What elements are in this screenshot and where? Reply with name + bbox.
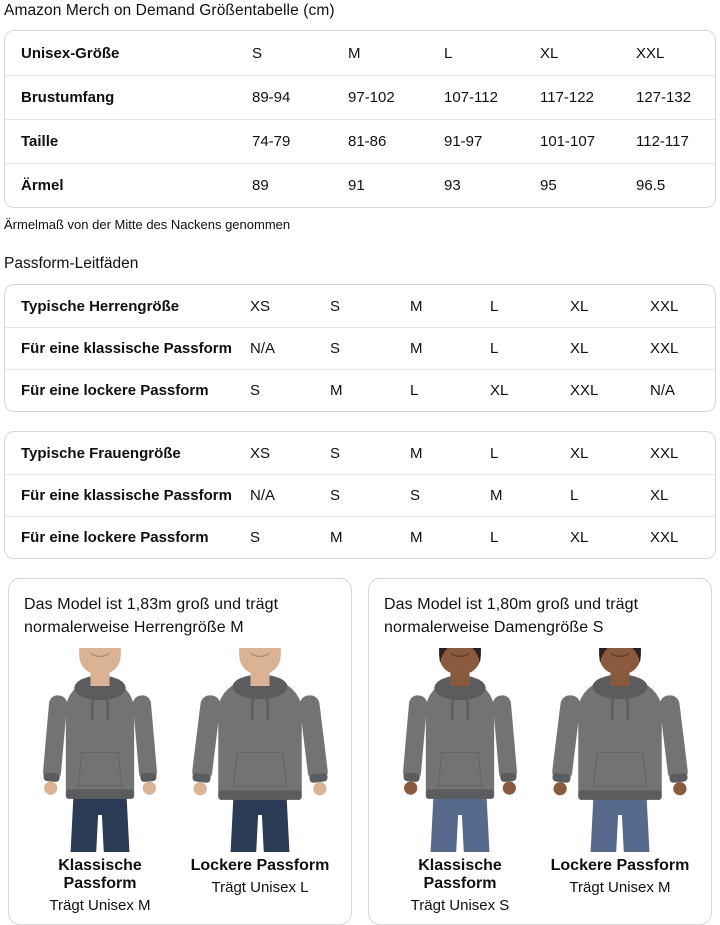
size-cell: XS xyxy=(250,297,271,315)
size-cell: L xyxy=(444,44,453,62)
size-cell: N/A xyxy=(650,382,676,399)
size-cell: L xyxy=(410,382,419,399)
size-cell: S xyxy=(250,382,261,399)
wears-size-label: Trägt Unisex S xyxy=(410,897,510,915)
fit-guides-heading: Passform-Leitfäden xyxy=(4,255,139,272)
table-row xyxy=(5,516,715,558)
measure-cell: 96.5 xyxy=(636,177,666,194)
size-cell: M xyxy=(330,529,343,546)
size-cell: S xyxy=(250,529,261,546)
sleeve-measure-note: Ärmelmaß von der Mitte des Nackens genommen xyxy=(4,217,291,232)
measure-cell: 107-112 xyxy=(444,89,498,106)
measure-cell: 91-97 xyxy=(444,133,483,150)
table-row xyxy=(5,327,715,369)
measure-cell: 127-132 xyxy=(636,89,692,106)
model-photos xyxy=(24,648,336,914)
male-hoodie-classic-illustration xyxy=(24,648,176,852)
size-cell: XXL xyxy=(650,444,679,462)
size-cell: N/A xyxy=(250,487,276,504)
row-label: Taille xyxy=(21,133,59,150)
measure-cell: 89-94 xyxy=(252,89,291,106)
size-cell: XL xyxy=(570,444,589,462)
table-row xyxy=(5,432,715,474)
fit-label: Klassische Passform xyxy=(58,857,142,893)
size-cell: L xyxy=(570,487,579,504)
row-label: Unisex-Größe xyxy=(21,44,120,62)
size-cell: M xyxy=(410,297,423,315)
table-row xyxy=(5,285,715,327)
unisex-size-table xyxy=(4,30,716,208)
size-cell: XL xyxy=(490,382,509,399)
measure-cell: 97-102 xyxy=(348,89,395,106)
model-photos xyxy=(384,648,696,914)
size-cell: S xyxy=(252,44,263,62)
size-cell: S xyxy=(330,487,341,504)
wears-size-label: Trägt Unisex M xyxy=(49,897,151,915)
size-cell: L xyxy=(490,340,499,357)
model-photo-classic-fit xyxy=(384,648,536,914)
table-header-row xyxy=(5,31,715,75)
size-cell: M xyxy=(330,382,343,399)
size-cell: S xyxy=(330,444,341,462)
table-row xyxy=(5,474,715,516)
size-cell: M xyxy=(410,340,423,357)
measure-cell: 74-79 xyxy=(252,133,291,150)
table-row xyxy=(5,163,715,207)
row-label: Für eine lockere Passform xyxy=(21,382,209,399)
fit-label: Lockere Passform xyxy=(550,857,690,875)
wears-size-label: Trägt Unisex M xyxy=(569,879,671,897)
male-model-card xyxy=(8,578,352,925)
model-photo-loose-fit xyxy=(184,648,336,914)
fit-label: Klassische Passform xyxy=(418,857,502,893)
size-cell: XXL xyxy=(636,44,665,62)
measure-cell: 81-86 xyxy=(348,133,387,150)
size-cell: XL xyxy=(650,487,669,504)
model-photo-classic-fit xyxy=(24,648,176,914)
measure-cell: 89 xyxy=(252,177,269,194)
size-cell: XS xyxy=(250,444,271,462)
size-cell: XL xyxy=(570,340,589,357)
table-row xyxy=(5,75,715,119)
size-cell: M xyxy=(490,487,503,504)
page-title: Amazon Merch on Demand Größentabelle (cm) xyxy=(4,2,335,19)
size-cell: M xyxy=(410,529,423,546)
size-cell: XXL xyxy=(650,340,679,357)
row-label: Brustumfang xyxy=(21,89,115,106)
womens-fit-table xyxy=(4,431,716,559)
size-cell: L xyxy=(490,444,499,462)
female-hoodie-loose-illustration xyxy=(544,648,696,852)
size-cell: XL xyxy=(570,297,589,315)
row-label: Ärmel xyxy=(21,177,64,194)
row-label: Typische Herrengröße xyxy=(21,297,180,315)
row-label: Für eine lockere Passform xyxy=(21,529,209,546)
measure-cell: 101-107 xyxy=(540,133,596,150)
size-cell: XXL xyxy=(570,382,599,399)
size-cell: S xyxy=(410,487,421,504)
size-cell: S xyxy=(330,340,341,357)
table-row xyxy=(5,119,715,163)
row-label: Für eine klassische Passform xyxy=(21,487,232,504)
model-description: Das Model ist 1,80m groß und trägt normalerweise Damengröße S xyxy=(384,596,639,636)
male-hoodie-loose-illustration xyxy=(184,648,336,852)
size-cell: M xyxy=(410,444,423,462)
size-cell: L xyxy=(490,529,499,546)
model-photo-loose-fit xyxy=(544,648,696,914)
model-description: Das Model ist 1,83m groß und trägt normalerweise Herrengröße M xyxy=(24,596,279,636)
size-cell: XXL xyxy=(650,297,679,315)
female-model-card xyxy=(368,578,712,925)
measure-cell: 93 xyxy=(444,177,461,194)
measure-cell: 117-122 xyxy=(540,89,594,106)
size-cell: L xyxy=(490,297,499,315)
mens-fit-table xyxy=(4,284,716,412)
row-label: Für eine klassische Passform xyxy=(21,340,232,357)
fit-label: Lockere Passform xyxy=(190,857,330,875)
size-cell: XL xyxy=(570,529,589,546)
size-cell: N/A xyxy=(250,340,276,357)
size-cell: XL xyxy=(540,44,559,62)
measure-cell: 91 xyxy=(348,177,365,194)
row-label: Typische Frauengröße xyxy=(21,444,181,462)
measure-cell: 112-117 xyxy=(636,133,689,150)
wears-size-label: Trägt Unisex L xyxy=(211,879,309,897)
table-row xyxy=(5,369,715,411)
model-cards-row xyxy=(4,578,716,925)
size-cell: S xyxy=(330,297,341,315)
female-hoodie-classic-illustration xyxy=(384,648,536,852)
size-cell: XXL xyxy=(650,529,679,546)
measure-cell: 95 xyxy=(540,177,557,194)
size-cell: M xyxy=(348,44,361,62)
